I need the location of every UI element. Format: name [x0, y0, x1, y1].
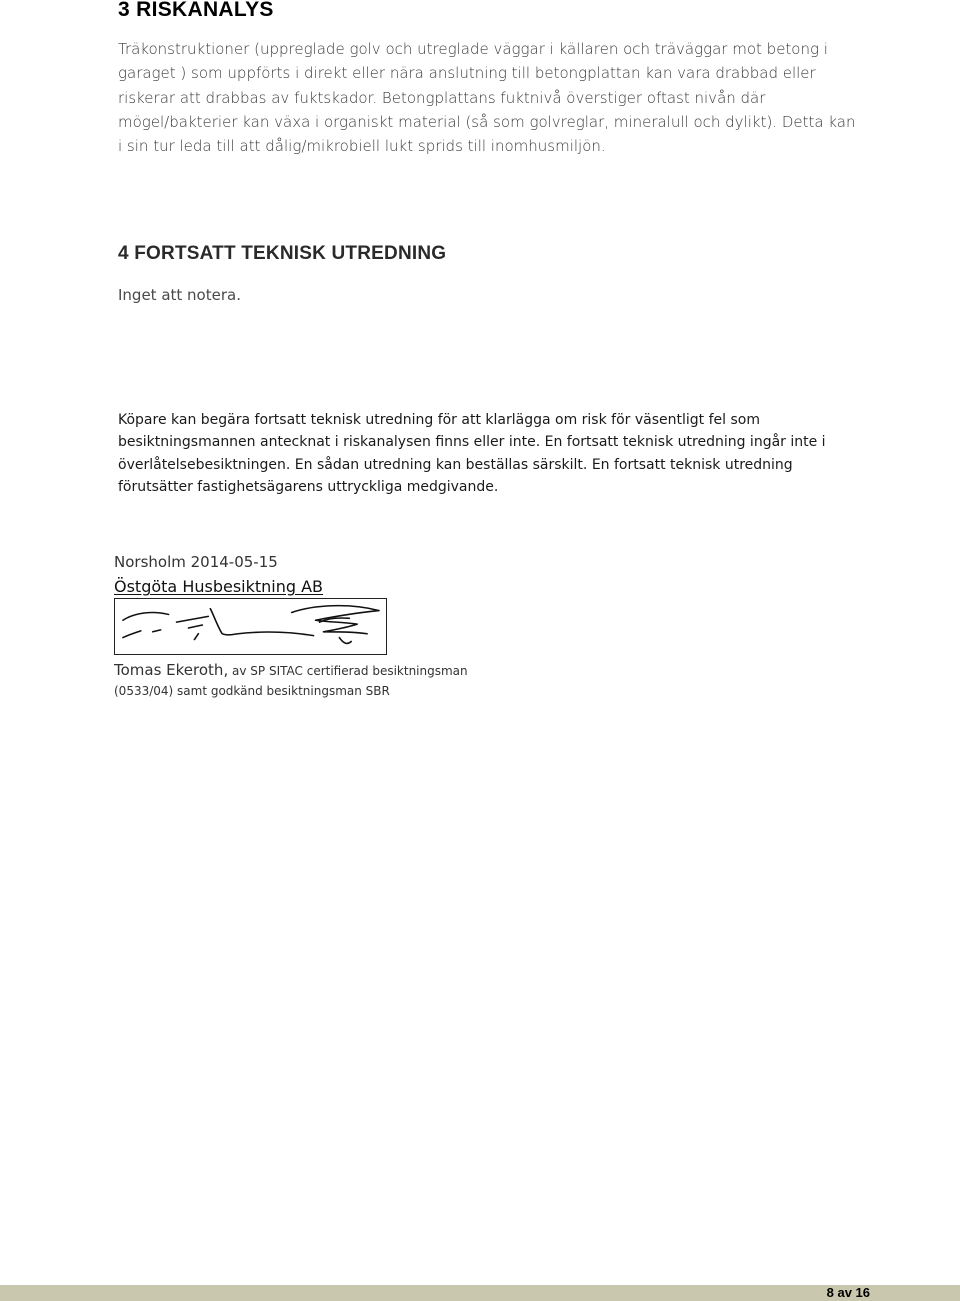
buyer-info-paragraph: Köpare kan begära fortsatt teknisk utredning för att klarlägga om risk för väsentligt fel som besiktningsmannen antecknat i riskanalysen finns eller inte. En fortsatt teknisk utredning ingår inte i överlåtelsebesiktningen. En sådan utredning kan beställas särskilt. En fortsatt teknisk utredning förutsätter fastighetsägarens uttryckliga medgivande. [118, 412, 826, 495]
section-4-heading: 4 FORTSATT TEKNISK UTREDNING [118, 243, 447, 264]
signer-certification: av SP SITAC certifierad besiktningsman [228, 664, 468, 678]
section-3-heading: 3 RISKANALYS [118, 0, 274, 21]
signer-name: Tomas Ekeroth, [114, 661, 229, 679]
signature-box [114, 598, 387, 655]
page-number: 8 av 16 [826, 1285, 870, 1300]
footer-bar [0, 1285, 960, 1301]
place-date: Norsholm 2014-05-15 [114, 553, 278, 571]
signer-certification-number: (0533/04) samt godkänd besiktningsman SBR [114, 684, 390, 698]
section-4-note: Inget att notera. [118, 286, 241, 304]
company-name: Östgöta Husbesiktning AB [114, 577, 324, 596]
signer-line [114, 660, 468, 679]
risk-analysis-paragraph: Träkonstruktioner (uppreglade golv och utreglade väggar i källaren och träväggar mot betong i garaget ) som uppförts i direkt eller nära anslutning till betongplattan kan vara drabbad eller riskerar att drabbas av fuktskador. Betongplattans fuktnivå överstiger oftast nivån där mögel/bakterier kan växa i organiskt material (så som golvreglar, mineralull och dylikt). Detta kan i sin tur leda till att dålig/mikrobiell lukt sprids till inomhusmiljön. [118, 40, 856, 156]
handwritten-signature-image [115, 599, 386, 654]
